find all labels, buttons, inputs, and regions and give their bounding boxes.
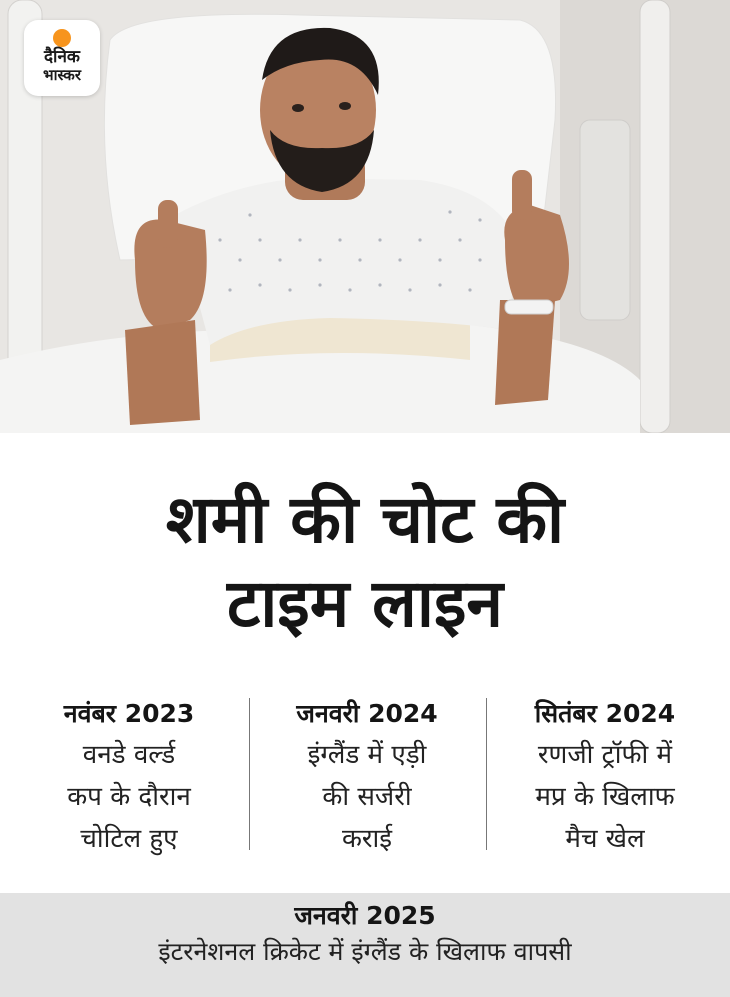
- timeline-line: इंग्लैंड में एड़ी: [307, 740, 427, 770]
- timeline-line: वनडे वर्ल्ड: [82, 740, 176, 770]
- timeline-line: मैच खेल: [565, 824, 645, 854]
- timeline-line: कराई: [341, 824, 393, 854]
- timeline-line: की सर्जरी: [322, 782, 412, 812]
- timeline-line: रणजी ट्रॉफी में: [537, 740, 673, 770]
- title-line-2: टाइम लाइन: [226, 565, 504, 642]
- hospital-bed-photo: [0, 0, 730, 433]
- timeline-description: [248, 734, 486, 860]
- title-line-1: शमी की चोट की: [165, 481, 565, 558]
- timeline-item-3: [486, 698, 724, 860]
- timeline-line: चोटिल हुए: [80, 824, 178, 854]
- footer-banner: [0, 893, 730, 997]
- timeline-item-1: [10, 698, 248, 860]
- timeline-item-2: [248, 698, 486, 860]
- footer-date: जनवरी 2025: [294, 901, 436, 930]
- footer-text: इंटरनेशनल क्रिकेट में इंग्लैंड के खिलाफ वापसी: [158, 937, 572, 966]
- page-title: [0, 478, 730, 646]
- timeline-line: कप के दौरान: [67, 782, 191, 812]
- timeline-description: [10, 734, 248, 860]
- timeline-line: मप्र के खिलाफ: [535, 782, 675, 812]
- dainik-bhaskar-logo: [24, 20, 100, 96]
- logo-sun-icon: [53, 29, 71, 47]
- logo-line-1: दैनिक: [44, 47, 80, 67]
- timeline-date: सितंबर 2024: [534, 699, 676, 728]
- timeline-description: [486, 734, 724, 860]
- timeline-date: जनवरी 2024: [296, 699, 438, 728]
- logo-line-2: भास्कर: [43, 66, 81, 84]
- hero-photo: [0, 0, 730, 433]
- timeline-date: नवंबर 2023: [63, 699, 195, 728]
